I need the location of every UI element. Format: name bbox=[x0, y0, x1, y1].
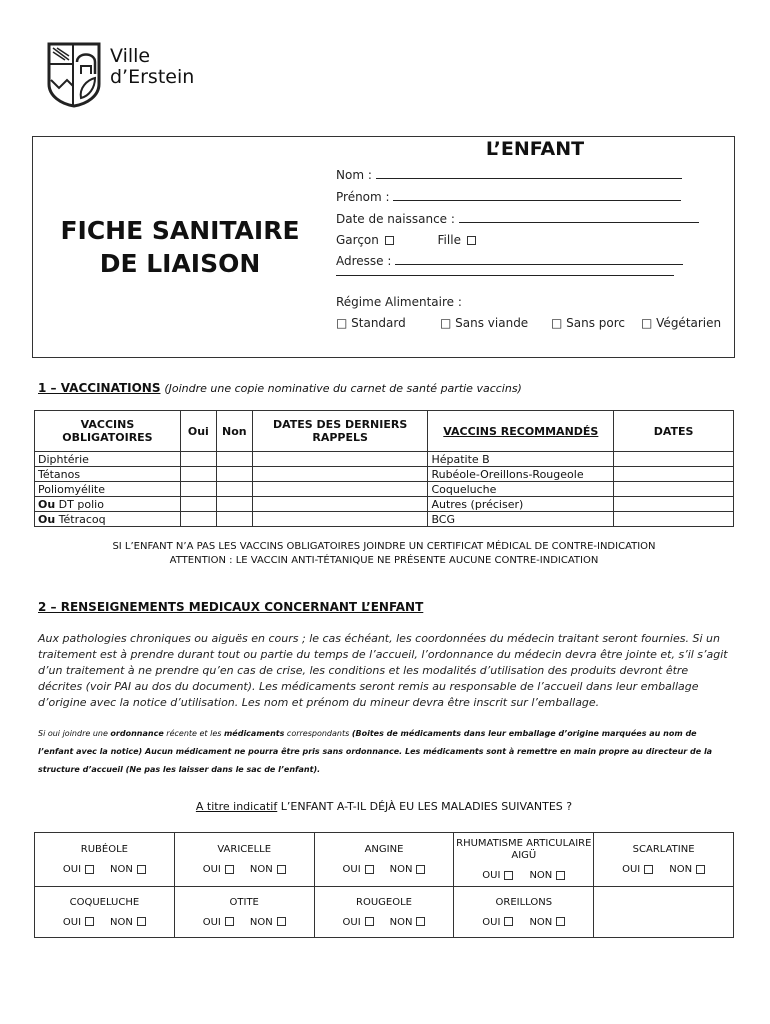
naissance-line[interactable] bbox=[459, 211, 699, 223]
vaccinations-table bbox=[34, 410, 734, 527]
maladie-options bbox=[36, 917, 173, 928]
adresse-label: Adresse : bbox=[336, 254, 392, 268]
maladie-non-option[interactable] bbox=[250, 864, 286, 875]
maladie-non-option[interactable] bbox=[390, 917, 426, 928]
vaccin-recommande-name: BCG bbox=[428, 512, 614, 527]
vaccin-obligatoire-name: Tétanos bbox=[38, 467, 81, 481]
vaccin-recommande-date-cell[interactable] bbox=[614, 452, 734, 467]
maladie-non-label: NON bbox=[110, 916, 133, 928]
ordonnance-part-d: médicaments bbox=[223, 729, 285, 738]
ordonnance-part-b: ordonnance bbox=[110, 729, 164, 738]
vaccin-obligatoire-name: Poliomyélite bbox=[38, 482, 105, 496]
naissance-field[interactable] bbox=[336, 211, 699, 226]
vaccin-note-2: ATTENTION : LE VACCIN ANTI-TÉTANIQUE NE PRÉSENTE AUCUNE CONTRE-INDICATION bbox=[169, 555, 599, 566]
gender-field bbox=[336, 233, 476, 247]
maladie-non-label: NON bbox=[110, 864, 133, 875]
vaccinations-header-row bbox=[35, 411, 734, 452]
header-vaccins-recommandes: VACCINS RECOMMANDÉS bbox=[428, 411, 614, 452]
maladie-non-label: NON bbox=[529, 870, 553, 881]
maladie-oui-checkbox[interactable] bbox=[225, 865, 234, 874]
regime-option-vegetarien[interactable]: □ Végétarien bbox=[641, 316, 722, 330]
vaccin-date-rappel-cell[interactable] bbox=[252, 497, 428, 512]
adresse-line-2[interactable] bbox=[336, 275, 674, 276]
child-section-title: L’ENFANT bbox=[485, 138, 585, 160]
vaccin-obligatoire-name: Diphtérie bbox=[38, 452, 89, 466]
maladie-oui-checkbox[interactable] bbox=[85, 865, 94, 874]
maladie-oui-label: OUI bbox=[62, 864, 82, 875]
header-dates: DATES bbox=[614, 411, 734, 452]
maladie-non-label: NON bbox=[389, 864, 413, 875]
vaccin-oui-cell[interactable] bbox=[180, 512, 216, 527]
maladies-question bbox=[34, 800, 734, 813]
maladie-oui-option[interactable] bbox=[203, 864, 234, 875]
maladie-non-checkbox[interactable] bbox=[277, 917, 286, 926]
adresse-line[interactable] bbox=[395, 253, 683, 265]
maladie-cell bbox=[314, 887, 454, 938]
maladie-name: VARICELLE bbox=[217, 844, 272, 855]
maladie-name: OTITE bbox=[229, 896, 259, 908]
vaccinations-heading bbox=[38, 381, 522, 395]
maladie-cell bbox=[174, 887, 314, 938]
document-title bbox=[50, 214, 310, 280]
vaccin-obligatoire-cell bbox=[35, 512, 181, 527]
vaccination-row bbox=[35, 452, 734, 467]
maladie-name: ANGINE bbox=[364, 844, 404, 855]
vaccin-oui-cell[interactable] bbox=[180, 482, 216, 497]
maladie-cell bbox=[454, 833, 594, 887]
vaccin-obligatoire-name: DT polio bbox=[55, 497, 104, 511]
maladie-oui-label: OUI bbox=[342, 916, 361, 928]
maladie-non-label: NON bbox=[529, 916, 553, 928]
regime-option-sans-porc[interactable]: □ Sans porc bbox=[551, 316, 626, 330]
nom-label: Nom : bbox=[336, 168, 372, 182]
maladie-options bbox=[455, 917, 592, 928]
renseignements-title: 2 – RENSEIGNEMENTS MEDICAUX CONCERNANT L’ENFANT bbox=[38, 600, 424, 614]
maladie-non-option[interactable] bbox=[529, 870, 565, 881]
header-dates-rappels: DATES DES DERNIERS RAPPELS bbox=[252, 411, 428, 452]
vaccin-non-cell[interactable] bbox=[216, 467, 252, 482]
maladies-table bbox=[34, 832, 734, 938]
vaccin-oui-cell[interactable] bbox=[180, 467, 216, 482]
vaccinations-title: 1 – VACCINATIONS bbox=[38, 381, 161, 395]
vaccin-date-rappel-cell[interactable] bbox=[252, 512, 428, 527]
ordonnance-part-c: récente et les bbox=[163, 729, 224, 738]
maladie-options bbox=[36, 864, 173, 875]
vaccin-recommande-date-cell[interactable] bbox=[614, 497, 734, 512]
vaccin-obligatoire-cell bbox=[35, 452, 181, 467]
vaccin-prefix: Ou bbox=[38, 512, 56, 526]
maladie-oui-option[interactable] bbox=[482, 917, 513, 928]
maladie-oui-label: OUI bbox=[202, 864, 221, 875]
maladie-oui-label: OUI bbox=[202, 916, 221, 928]
maladie-non-label: NON bbox=[249, 864, 273, 875]
regime-option-sans-viande[interactable]: □ Sans viande bbox=[440, 316, 529, 330]
prenom-field[interactable] bbox=[336, 189, 681, 204]
maladie-oui-option[interactable] bbox=[343, 917, 374, 928]
maladie-options bbox=[595, 864, 732, 875]
fille-checkbox[interactable] bbox=[467, 236, 476, 245]
vaccin-recommande-date-cell[interactable] bbox=[614, 482, 734, 497]
town-name-line2: d’Erstein bbox=[110, 66, 195, 88]
maladie-oui-label: OUI bbox=[342, 864, 361, 875]
vaccin-note-1: SI L’ENFANT N’A PAS LES VACCINS OBLIGATOIRES JOINDRE UN CERTIFICAT MÉDICAL DE CONTRE-INDICATION bbox=[112, 541, 656, 552]
vaccin-recommande-name: Hépatite B bbox=[428, 452, 614, 467]
maladies-question-rest: L’ENFANT A-T-IL DÉJÀ EU LES MALADIES SUIVANTES ? bbox=[277, 800, 573, 813]
maladie-name: RUBÉOLE bbox=[80, 844, 128, 855]
vaccination-row bbox=[35, 482, 734, 497]
maladie-cell bbox=[174, 833, 314, 887]
maladie-name: RHUMATISME ARTICULAIRE AIGÜ bbox=[456, 838, 592, 861]
maladie-options bbox=[176, 864, 313, 875]
town-name-line1: Ville bbox=[110, 45, 151, 67]
maladie-cell bbox=[594, 887, 734, 938]
maladie-name: OREILLONS bbox=[495, 896, 553, 908]
maladie-oui-option[interactable] bbox=[63, 864, 94, 875]
header-non: Non bbox=[216, 411, 252, 452]
ordonnance-part-e: correspondants bbox=[284, 729, 352, 738]
maladie-non-label: NON bbox=[669, 864, 693, 875]
title-line2: DE LIAISON bbox=[99, 249, 261, 278]
maladie-oui-checkbox[interactable] bbox=[644, 865, 653, 874]
maladie-options bbox=[176, 917, 313, 928]
renseignements-paragraph: Aux pathologies chroniques ou aiguës en cours ; le cas échéant, les coordonnées du médecin traitant seront fournies. Si un traitement est à prendre durant tout ou partie du temps de l’accueil, l’ordonnance du médecin devra être jointe et, s’il s’agit d’un traitement à ne prendre qu’en cas de crise, les conditions et les modalités d’utilisation des produits devront être décrites (voir PAI au dos du document). Les médicaments seront remis au responsable de l’accueil dans leur emballage d’origine avec la notice d’utilisation. Les nom et prénom du mineur devra être inscrit sur l’emballage. bbox=[38, 632, 728, 709]
header-vaccins-obligatoires: VACCINS OBLIGATOIRES bbox=[35, 411, 181, 452]
vaccin-recommande-date-cell[interactable] bbox=[614, 467, 734, 482]
vaccination-row bbox=[35, 467, 734, 482]
town-logo bbox=[45, 40, 103, 108]
maladie-non-label: NON bbox=[249, 916, 273, 928]
fille-label: Fille bbox=[437, 233, 461, 247]
nom-field[interactable] bbox=[336, 167, 682, 182]
maladie-non-option[interactable] bbox=[110, 864, 146, 875]
maladie-name: ROUGEOLE bbox=[356, 896, 412, 908]
maladie-non-checkbox[interactable] bbox=[416, 865, 425, 874]
maladie-non-checkbox[interactable] bbox=[556, 917, 565, 926]
maladie-oui-checkbox[interactable] bbox=[85, 917, 94, 926]
vaccin-recommande-date-cell[interactable] bbox=[614, 512, 734, 527]
ordonnance-part-a: Si oui joindre une bbox=[38, 729, 111, 738]
maladie-cell bbox=[594, 833, 734, 887]
garcon-label: Garçon bbox=[336, 233, 379, 247]
vaccin-note bbox=[34, 540, 734, 568]
maladie-name: COQUELUCHE bbox=[69, 896, 140, 908]
maladie-non-option[interactable] bbox=[390, 864, 426, 875]
maladie-oui-checkbox[interactable] bbox=[365, 917, 374, 926]
maladie-oui-option[interactable] bbox=[203, 917, 234, 928]
maladie-non-option[interactable] bbox=[669, 864, 705, 875]
vaccin-oui-cell[interactable] bbox=[180, 452, 216, 467]
vaccin-recommande-name: Coqueluche bbox=[428, 482, 614, 497]
vaccin-date-rappel-cell[interactable] bbox=[252, 482, 428, 497]
maladie-oui-checkbox[interactable] bbox=[225, 917, 234, 926]
vaccin-non-cell[interactable] bbox=[216, 452, 252, 467]
maladie-options bbox=[455, 870, 592, 881]
adresse-field[interactable] bbox=[336, 253, 683, 268]
maladie-oui-option[interactable] bbox=[482, 870, 513, 881]
vaccinations-body bbox=[35, 452, 734, 527]
ordonnance-part-f: (Boites de médicaments dans leur emballage d’origine marquées au nom de l’enfant avec la notice) Aucun médicament ne pourra être pris sans ordonnance. Les médicaments sont à remettre en main propre au directeur de la structure d’accueil (Ne pas les laisser dans le sac de l’enfant). bbox=[38, 729, 713, 774]
regime-option-standard[interactable]: □ Standard bbox=[336, 316, 406, 330]
vaccin-non-cell[interactable] bbox=[216, 497, 252, 512]
maladie-oui-checkbox[interactable] bbox=[365, 865, 374, 874]
maladie-cell bbox=[454, 887, 594, 938]
maladie-cell bbox=[314, 833, 454, 887]
vaccin-date-rappel-cell[interactable] bbox=[252, 452, 428, 467]
regime-label: Régime Alimentaire : bbox=[336, 295, 462, 309]
maladie-options bbox=[316, 864, 453, 875]
maladie-non-checkbox[interactable] bbox=[556, 871, 565, 880]
vaccin-non-cell[interactable] bbox=[216, 482, 252, 497]
maladie-non-checkbox[interactable] bbox=[137, 865, 146, 874]
vaccin-oui-cell[interactable] bbox=[180, 497, 216, 512]
maladie-options bbox=[316, 917, 453, 928]
header-oui: Oui bbox=[180, 411, 216, 452]
vaccin-recommande-name: Autres (préciser) bbox=[428, 497, 614, 512]
maladie-cell bbox=[35, 887, 175, 938]
maladie-non-checkbox[interactable] bbox=[277, 865, 286, 874]
garcon-checkbox[interactable] bbox=[385, 236, 394, 245]
town-name bbox=[110, 46, 194, 88]
maladie-oui-label: OUI bbox=[622, 864, 641, 875]
maladies-row-2 bbox=[35, 887, 734, 938]
maladie-non-option[interactable] bbox=[529, 917, 565, 928]
maladie-non-option[interactable] bbox=[250, 917, 286, 928]
maladie-oui-checkbox[interactable] bbox=[504, 917, 513, 926]
ordonnance-paragraph bbox=[38, 725, 728, 779]
vaccin-obligatoire-name: Tétracoq bbox=[55, 512, 106, 526]
vaccin-obligatoire-cell bbox=[35, 497, 181, 512]
vaccin-non-cell[interactable] bbox=[216, 512, 252, 527]
maladie-oui-option[interactable] bbox=[622, 864, 653, 875]
maladie-non-option[interactable] bbox=[110, 917, 146, 928]
prenom-label: Prénom : bbox=[336, 190, 390, 204]
maladie-non-checkbox[interactable] bbox=[416, 917, 425, 926]
maladie-oui-label: OUI bbox=[62, 916, 82, 928]
maladie-non-checkbox[interactable] bbox=[696, 865, 705, 874]
maladie-name: SCARLATINE bbox=[632, 844, 695, 855]
maladie-oui-option[interactable] bbox=[63, 917, 94, 928]
vaccinations-subtitle: (Joindre une copie nominative du carnet de santé partie vaccins) bbox=[164, 382, 522, 395]
naissance-label: Date de naissance : bbox=[336, 212, 455, 226]
title-line1: FICHE SANITAIRE bbox=[60, 216, 300, 245]
nom-line[interactable] bbox=[376, 167, 682, 179]
vaccin-date-rappel-cell[interactable] bbox=[252, 467, 428, 482]
vaccination-row bbox=[35, 512, 734, 527]
vaccin-obligatoire-cell bbox=[35, 467, 181, 482]
maladie-non-checkbox[interactable] bbox=[137, 917, 146, 926]
maladie-oui-option[interactable] bbox=[343, 864, 374, 875]
maladie-oui-label: OUI bbox=[482, 870, 501, 881]
vaccination-row bbox=[35, 497, 734, 512]
maladie-oui-label: OUI bbox=[482, 916, 501, 928]
maladie-oui-checkbox[interactable] bbox=[504, 871, 513, 880]
vaccin-recommande-name: Rubéole-Oreillons-Rougeole bbox=[428, 467, 614, 482]
prenom-line[interactable] bbox=[393, 189, 681, 201]
vaccin-prefix: Ou bbox=[38, 497, 56, 511]
maladies-row-1 bbox=[35, 833, 734, 887]
vaccin-obligatoire-cell bbox=[35, 482, 181, 497]
maladies-question-prefix: A titre indicatif bbox=[195, 800, 278, 813]
maladie-non-label: NON bbox=[389, 916, 413, 928]
maladie-cell bbox=[35, 833, 175, 887]
